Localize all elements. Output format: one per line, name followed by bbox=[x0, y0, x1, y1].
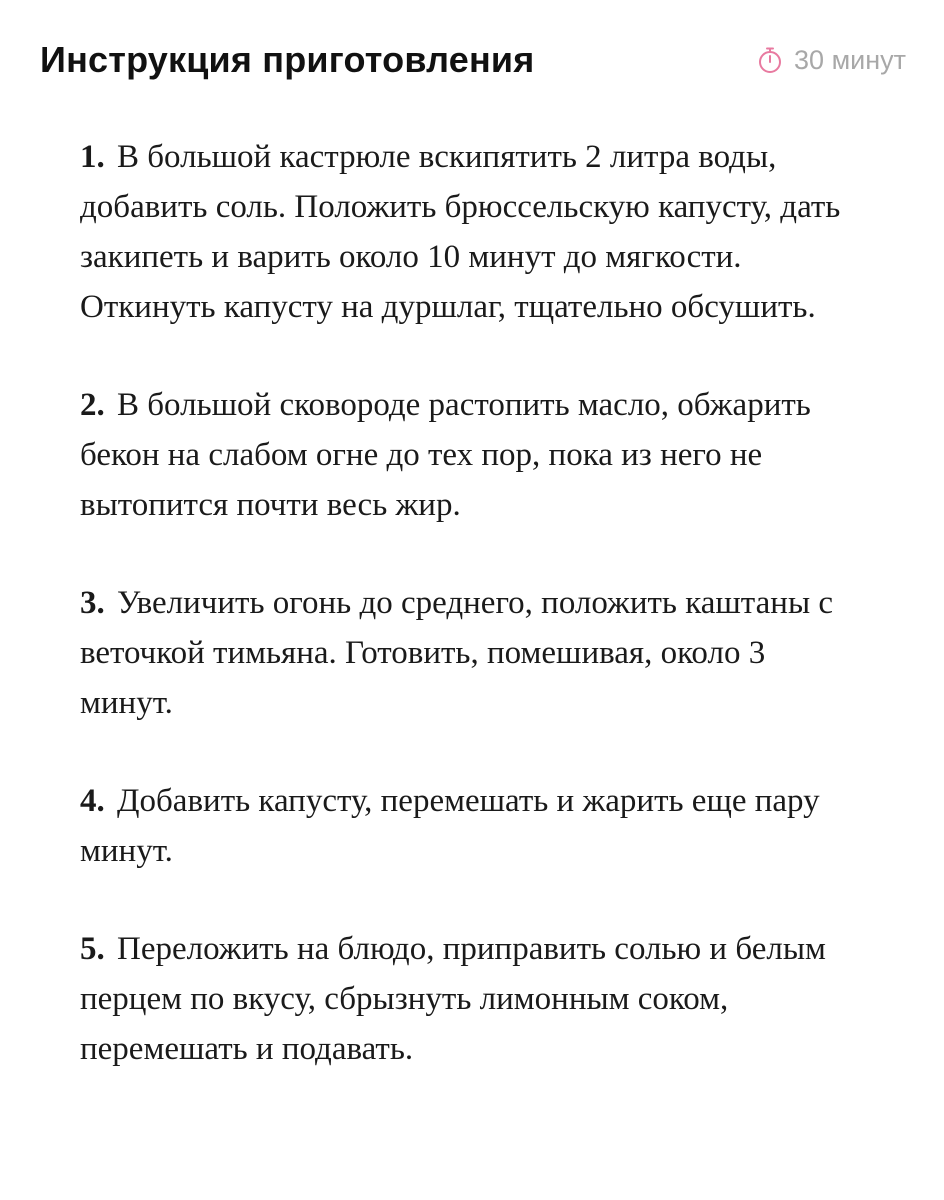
step-number: 2. bbox=[80, 387, 105, 423]
step-text: Переложить на блюдо, приправить солью и белым перцем по вкусу, сбрызнуть лимонным соком, перемешать и подавать. bbox=[80, 931, 826, 1067]
step-number: 3. bbox=[80, 585, 105, 621]
step-item bbox=[80, 132, 864, 332]
stopwatch-icon bbox=[756, 46, 784, 74]
step-item bbox=[80, 924, 864, 1074]
step-number: 5. bbox=[80, 931, 105, 967]
page-title: Инструкция приготовления bbox=[40, 39, 535, 80]
step-text: В большой сковороде растопить масло, обжарить бекон на слабом огне до тех пор, пока из него не вытопится почти весь жир. bbox=[80, 387, 811, 523]
instructions-header bbox=[40, 30, 906, 90]
cooking-time bbox=[756, 45, 906, 76]
step-number: 4. bbox=[80, 783, 105, 819]
step-item bbox=[80, 776, 864, 876]
step-text: Добавить капусту, перемешать и жарить еще пару минут. bbox=[80, 783, 820, 869]
step-item bbox=[80, 578, 864, 728]
step-number: 1. bbox=[80, 139, 105, 175]
cooking-time-label: 30 минут bbox=[794, 44, 906, 75]
step-text: Увеличить огонь до среднего, положить каштаны с веточкой тимьяна. Готовить, помешивая, около 3 минут. bbox=[80, 585, 834, 721]
step-item bbox=[80, 380, 864, 530]
step-text: В большой кастрюле вскипятить 2 литра воды, добавить соль. Положить брюссельскую капусту, дать закипеть и варить около 10 минут до мягкости. Откинуть капусту на дуршлаг, тщательно обсушить. bbox=[80, 139, 841, 325]
steps-list bbox=[80, 132, 864, 1122]
